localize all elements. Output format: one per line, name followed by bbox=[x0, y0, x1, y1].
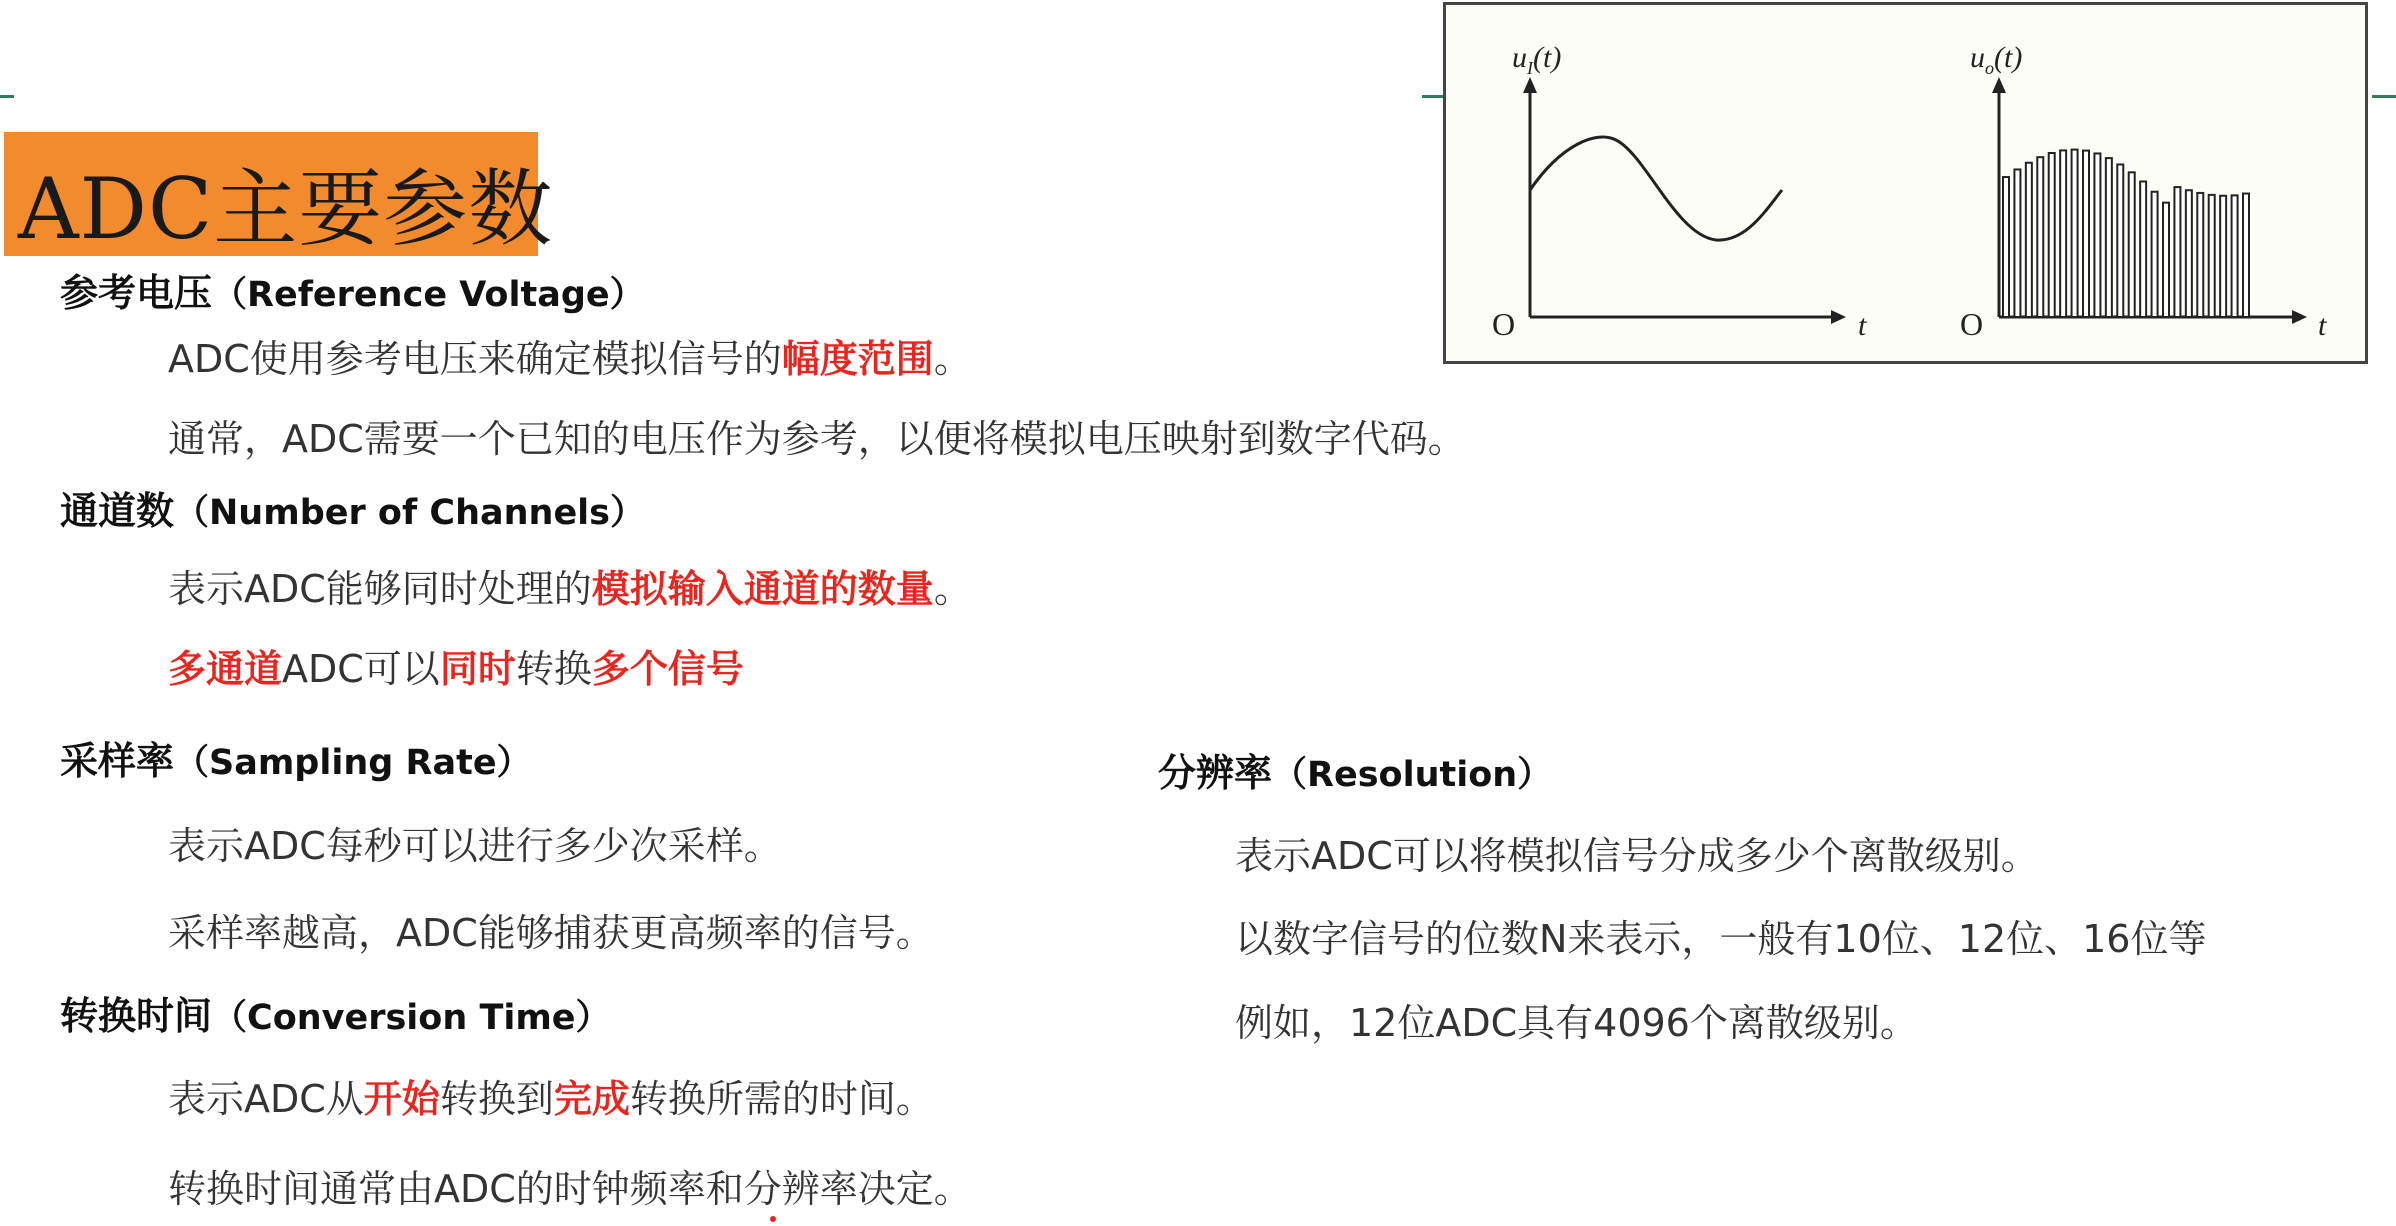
sample-bar bbox=[2060, 150, 2066, 317]
right-y-label: $u_o(t)$ bbox=[1970, 41, 2023, 78]
heading-sampling-rate-cn: 采样率 bbox=[60, 739, 175, 783]
sample-bar bbox=[2140, 182, 2146, 317]
resolution-line-3: 例如，12位ADC具有4096个离散级别。 bbox=[1235, 1001, 1918, 1045]
sampling-line-1: 表示ADC每秒可以进行多少次采样。 bbox=[168, 824, 782, 868]
top-right-rule bbox=[1422, 95, 1444, 98]
right-y-arrow-icon bbox=[1992, 77, 2006, 93]
resolution-line-2: 以数字信号的位数N来表示，一般有10位、12位、16位等 bbox=[1235, 917, 2207, 961]
sample-bar bbox=[2083, 151, 2089, 317]
channels-line-2 bbox=[168, 638, 744, 693]
sample-bar bbox=[2186, 190, 2192, 317]
channels-line-2-hl-a: 多通道 bbox=[168, 647, 283, 691]
sample-bar bbox=[2014, 169, 2020, 317]
conversion-line-2: 转换时间通常由ADC的时钟频率和分辨率决定。 bbox=[168, 1167, 972, 1211]
channels-line-2-hl-c: 同时 bbox=[439, 647, 516, 691]
left-y-arrow-icon bbox=[1523, 77, 1537, 93]
reference-line-1-end: 。 bbox=[933, 337, 972, 381]
heading-conversion-time bbox=[60, 985, 611, 1040]
heading-reference-voltage-cn: 参考电压 bbox=[60, 271, 213, 315]
sample-bar bbox=[2163, 203, 2169, 317]
conversion-line-1-text-c: 转换到 bbox=[439, 1077, 554, 1121]
reference-line-1 bbox=[168, 328, 972, 383]
left-t-label: t bbox=[1858, 309, 1867, 342]
sample-bar bbox=[2152, 192, 2158, 317]
channels-line-1-end: 。 bbox=[933, 567, 972, 611]
right-x-arrow-icon bbox=[2292, 310, 2307, 324]
top-left-rule bbox=[0, 95, 14, 98]
channels-line-2-text-b: ADC可以 bbox=[282, 647, 440, 691]
channels-line-2-text-d: 转换 bbox=[515, 647, 592, 691]
heading-reference-voltage-en: （Reference Voltage） bbox=[212, 275, 645, 315]
slide-title-box bbox=[4, 132, 554, 258]
top-right-rule-edge bbox=[2372, 95, 2396, 98]
heading-channels-cn: 通道数 bbox=[60, 489, 175, 533]
sample-bar bbox=[2209, 195, 2215, 317]
sample-bar bbox=[2106, 158, 2112, 317]
conversion-line-1 bbox=[168, 1068, 934, 1123]
channels-line-1-highlight: 模拟输入通道的数量 bbox=[591, 567, 934, 611]
channels-line-1 bbox=[168, 558, 972, 613]
heading-reference-voltage bbox=[60, 262, 645, 317]
sample-bar bbox=[2129, 172, 2135, 317]
sample-bar bbox=[2049, 153, 2055, 317]
sampling-figure bbox=[1443, 2, 2368, 364]
channels-line-2-hl-e: 多个信号 bbox=[591, 647, 744, 691]
sample-bar bbox=[2026, 163, 2032, 317]
sample-bar bbox=[2117, 164, 2123, 317]
heading-resolution-en: （Resolution） bbox=[1272, 755, 1553, 795]
conversion-line-1-text-e: 转换所需的时间。 bbox=[629, 1077, 934, 1121]
sample-bar bbox=[2220, 196, 2226, 317]
conversion-line-1-hl-d: 完成 bbox=[553, 1077, 630, 1121]
sample-bar bbox=[2243, 194, 2249, 317]
left-origin-label: O bbox=[1492, 306, 1516, 342]
reference-line-1-text: ADC使用参考电压来确定模拟信号的 bbox=[168, 337, 782, 381]
heading-channels-en: （Number of Channels） bbox=[174, 493, 646, 533]
sampled-signal-bars bbox=[2003, 150, 2249, 317]
heading-sampling-rate bbox=[60, 730, 532, 785]
channels-line-1-text: 表示ADC能够同时处理的 bbox=[168, 567, 592, 611]
sample-bar bbox=[2174, 187, 2180, 317]
red-dot-marker bbox=[770, 1216, 776, 1222]
reference-line-2: 通常，ADC需要一个已知的电压作为参考，以便将模拟电压映射到数字代码。 bbox=[168, 417, 1466, 461]
sample-bar bbox=[2037, 157, 2043, 317]
heading-sampling-rate-en: （Sampling Rate） bbox=[174, 743, 532, 783]
analog-signal-curve bbox=[1530, 137, 1782, 240]
reference-line-1-highlight: 幅度范围 bbox=[781, 337, 934, 381]
resolution-line-1: 表示ADC可以将模拟信号分成多少个离散级别。 bbox=[1235, 834, 2039, 878]
conversion-line-1-text-a: 表示ADC从 bbox=[168, 1077, 364, 1121]
heading-resolution bbox=[1158, 742, 1552, 797]
sample-bar bbox=[2094, 153, 2100, 317]
sample-bar bbox=[2003, 177, 2009, 317]
sampling-figure-svg bbox=[1446, 5, 2365, 361]
right-t-label: t bbox=[2318, 309, 2327, 342]
slide-title: ADC主要参数 bbox=[18, 160, 554, 258]
heading-conversion-time-en: （Conversion Time） bbox=[212, 998, 611, 1038]
sample-bar bbox=[2197, 193, 2203, 317]
left-y-label: $u_I(t)$ bbox=[1512, 41, 1562, 78]
heading-conversion-time-cn: 转换时间 bbox=[60, 994, 213, 1038]
right-origin-label: O bbox=[1960, 306, 1984, 342]
heading-channels bbox=[60, 480, 645, 535]
sampling-line-2: 采样率越高，ADC能够捕获更高频率的信号。 bbox=[168, 911, 934, 955]
conversion-line-1-hl-b: 开始 bbox=[363, 1077, 440, 1121]
sample-bar bbox=[2232, 195, 2238, 317]
sample-bar bbox=[2072, 150, 2078, 317]
left-x-arrow-icon bbox=[1831, 310, 1846, 324]
heading-resolution-cn: 分辨率 bbox=[1158, 751, 1273, 795]
